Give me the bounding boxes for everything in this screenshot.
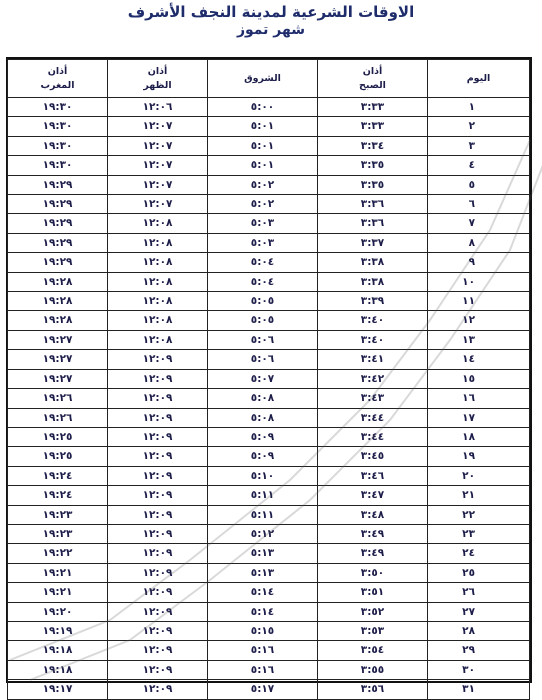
cell-day: ٨	[428, 233, 530, 252]
cell-maghrib: ١٩:٢٥	[8, 427, 108, 446]
cell-maghrib: ١٩:٢٨	[8, 292, 108, 311]
cell-dhuhr: ١٢:٠٩	[108, 408, 208, 427]
cell-dhuhr: ١٢:٠٩	[108, 583, 208, 602]
cell-fajr: ٣:٣٥	[318, 156, 428, 175]
cell-dhuhr: ١٢:٠٩	[108, 524, 208, 543]
table-row	[8, 136, 530, 155]
table-row	[8, 330, 530, 349]
cell-day: ٢٠	[428, 466, 530, 485]
cell-dhuhr: ١٢:٠٩	[108, 660, 208, 679]
cell-maghrib: ١٩:٢٣	[8, 524, 108, 543]
table-row	[8, 447, 530, 466]
cell-fajr: ٣:٥٣	[318, 621, 428, 640]
cell-day: ١٥	[428, 369, 530, 388]
cell-maghrib: ١٩:٢١	[8, 583, 108, 602]
cell-day: ٢٢	[428, 505, 530, 524]
cell-maghrib: ١٩:١٨	[8, 641, 108, 660]
cell-sunrise: ٥:٠٩	[208, 427, 318, 446]
table-row	[8, 272, 530, 291]
table-row	[8, 156, 530, 175]
cell-dhuhr: ١٢:٠٩	[108, 369, 208, 388]
cell-maghrib: ١٩:٢٦	[8, 408, 108, 427]
table-row	[8, 641, 530, 660]
cell-sunrise: ٥:٠٤	[208, 253, 318, 272]
table-row	[8, 505, 530, 524]
prayer-times-table	[6, 57, 532, 696]
cell-day: ٣	[428, 136, 530, 155]
cell-sunrise: ٥:٠٥	[208, 292, 318, 311]
cell-maghrib: ١٩:١٧	[8, 680, 108, 699]
table-row	[8, 253, 530, 272]
table-body	[8, 98, 530, 700]
cell-dhuhr: ١٢:٠٩	[108, 389, 208, 408]
cell-sunrise: ٥:٠١	[208, 156, 318, 175]
cell-fajr: ٣:٤٠	[318, 330, 428, 349]
cell-sunrise: ٥:١٥	[208, 621, 318, 640]
cell-sunrise: ٥:٠٦	[208, 350, 318, 369]
cell-sunrise: ٥:١٣	[208, 563, 318, 582]
cell-sunrise: ٥:٠١	[208, 136, 318, 155]
cell-day: ٣٠	[428, 660, 530, 679]
cell-maghrib: ١٩:١٩	[8, 621, 108, 640]
cell-fajr: ٣:٣٥	[318, 175, 428, 194]
cell-maghrib: ١٩:٢٩	[8, 175, 108, 194]
table-row	[8, 680, 530, 699]
cell-fajr: ٣:٣٣	[318, 117, 428, 136]
cell-sunrise: ٥:٠٢	[208, 175, 318, 194]
table-row	[8, 602, 530, 621]
cell-maghrib: ١٩:٢٦	[8, 389, 108, 408]
cell-maghrib: ١٩:٣٠	[8, 117, 108, 136]
cell-fajr: ٣:٤١	[318, 350, 428, 369]
cell-fajr: ٣:٤٠	[318, 311, 428, 330]
table-row	[8, 389, 530, 408]
cell-fajr: ٣:٥١	[318, 583, 428, 602]
cell-maghrib: ١٩:٢٧	[8, 330, 108, 349]
table-row	[8, 466, 530, 485]
cell-maghrib: ١٩:٢١	[8, 563, 108, 582]
cell-sunrise: ٥:١٣	[208, 544, 318, 563]
cell-maghrib: ١٩:٢٣	[8, 505, 108, 524]
cell-sunrise: ٥:١١	[208, 505, 318, 524]
cell-dhuhr: ١٢:٠٨	[108, 253, 208, 272]
cell-dhuhr: ١٢:٠٩	[108, 641, 208, 660]
cell-dhuhr: ١٢:٠٩	[108, 544, 208, 563]
cell-dhuhr: ١٢:٠٩	[108, 350, 208, 369]
cell-sunrise: ٥:١٦	[208, 660, 318, 679]
cell-fajr: ٣:٣٤	[318, 136, 428, 155]
header-maghrib	[8, 60, 108, 98]
header-maghrib-bottom: المغرب	[40, 79, 75, 91]
cell-maghrib: ١٩:٢٩	[8, 233, 108, 252]
cell-maghrib: ١٩:٢٥	[8, 447, 108, 466]
cell-day: ١٣	[428, 330, 530, 349]
cell-day: ٢٧	[428, 602, 530, 621]
table-row	[8, 175, 530, 194]
cell-sunrise: ٥:١٤	[208, 583, 318, 602]
cell-maghrib: ١٩:٢٢	[8, 544, 108, 563]
cell-dhuhr: ١٢:٠٩	[108, 505, 208, 524]
cell-fajr: ٣:٤٩	[318, 544, 428, 563]
cell-fajr: ٣:٣٨	[318, 253, 428, 272]
cell-sunrise: ٥:٠٧	[208, 369, 318, 388]
cell-dhuhr: ١٢:٠٧	[108, 117, 208, 136]
cell-maghrib: ١٩:٢٨	[8, 311, 108, 330]
cell-day: ٢٥	[428, 563, 530, 582]
cell-day: ١٠	[428, 272, 530, 291]
cell-day: ٧	[428, 214, 530, 233]
cell-fajr: ٣:٣٨	[318, 272, 428, 291]
cell-fajr: ٣:٤٧	[318, 486, 428, 505]
cell-sunrise: ٥:١٠	[208, 466, 318, 485]
cell-day: ١٩	[428, 447, 530, 466]
cell-fajr: ٣:٣٦	[318, 195, 428, 214]
table-row	[8, 524, 530, 543]
cell-fajr: ٣:٤٤	[318, 408, 428, 427]
table-row	[8, 117, 530, 136]
table-row	[8, 350, 530, 369]
cell-sunrise: ٥:٠٦	[208, 330, 318, 349]
cell-sunrise: ٥:٠٠	[208, 98, 318, 117]
cell-sunrise: ٥:١١	[208, 486, 318, 505]
cell-day: ٢٣	[428, 524, 530, 543]
cell-sunrise: ٥:٠٩	[208, 447, 318, 466]
cell-fajr: ٣:٤٦	[318, 466, 428, 485]
cell-fajr: ٣:٣٩	[318, 292, 428, 311]
cell-day: ٣١	[428, 680, 530, 699]
cell-maghrib: ١٩:٣٠	[8, 156, 108, 175]
cell-sunrise: ٥:٠٣	[208, 233, 318, 252]
cell-dhuhr: ١٢:٠٨	[108, 233, 208, 252]
table-row	[8, 583, 530, 602]
cell-fajr: ٣:٤٢	[318, 369, 428, 388]
header-dhuhr-top: أذان	[147, 65, 168, 77]
cell-maghrib: ١٩:٣٠	[8, 98, 108, 117]
cell-dhuhr: ١٢:٠٩	[108, 427, 208, 446]
cell-dhuhr: ١٢:٠٦	[108, 98, 208, 117]
cell-day: ٢	[428, 117, 530, 136]
cell-sunrise: ٥:١٧	[208, 680, 318, 699]
table-row	[8, 563, 530, 582]
cell-day: ٩	[428, 253, 530, 272]
cell-fajr: ٣:٤٥	[318, 447, 428, 466]
cell-sunrise: ٥:١٢	[208, 524, 318, 543]
cell-dhuhr: ١٢:٠٧	[108, 195, 208, 214]
table-row	[8, 408, 530, 427]
table-row	[8, 544, 530, 563]
cell-dhuhr: ١٢:٠٨	[108, 272, 208, 291]
cell-day: ١٤	[428, 350, 530, 369]
cell-maghrib: ١٩:١٨	[8, 660, 108, 679]
cell-fajr: ٣:٤٣	[318, 389, 428, 408]
table-row	[8, 311, 530, 330]
page-subtitle: شهر تموز	[236, 22, 306, 38]
cell-dhuhr: ١٢:٠٧	[108, 175, 208, 194]
cell-sunrise: ٥:٠٨	[208, 408, 318, 427]
cell-dhuhr: ١٢:٠٨	[108, 330, 208, 349]
table-row	[8, 660, 530, 679]
cell-fajr: ٣:٣٣	[318, 98, 428, 117]
cell-sunrise: ٥:١٤	[208, 602, 318, 621]
cell-maghrib: ١٩:٢٨	[8, 272, 108, 291]
cell-maghrib: ١٩:٢٩	[8, 214, 108, 233]
cell-maghrib: ١٩:٢٤	[8, 466, 108, 485]
cell-day: ١٨	[428, 427, 530, 446]
cell-sunrise: ٥:١٦	[208, 641, 318, 660]
cell-fajr: ٣:٣٦	[318, 214, 428, 233]
header-dhuhr-bottom: الظهر	[143, 79, 172, 91]
cell-maghrib: ١٩:٢٧	[8, 350, 108, 369]
cell-day: ١٧	[428, 408, 530, 427]
cell-dhuhr: ١٢:٠٩	[108, 602, 208, 621]
cell-dhuhr: ١٢:٠٩	[108, 466, 208, 485]
cell-day: ٥	[428, 175, 530, 194]
cell-dhuhr: ١٢:٠٩	[108, 563, 208, 582]
table-row	[8, 233, 530, 252]
header-maghrib-top: أذان	[47, 65, 68, 77]
cell-day: ٢٤	[428, 544, 530, 563]
cell-sunrise: ٥:٠٤	[208, 272, 318, 291]
cell-dhuhr: ١٢:٠٩	[108, 447, 208, 466]
cell-dhuhr: ١٢:٠٨	[108, 214, 208, 233]
cell-maghrib: ١٩:٢٩	[8, 195, 108, 214]
cell-day: ٤	[428, 156, 530, 175]
header-sunrise: الشروق	[208, 60, 318, 98]
cell-day: ٢٦	[428, 583, 530, 602]
header-fajr	[318, 60, 428, 98]
table-header-row	[8, 60, 530, 98]
table-row	[8, 214, 530, 233]
cell-fajr: ٣:٥٢	[318, 602, 428, 621]
table-row	[8, 369, 530, 388]
cell-maghrib: ١٩:٣٠	[8, 136, 108, 155]
table-row	[8, 621, 530, 640]
table-row	[8, 195, 530, 214]
cell-sunrise: ٥:٠٨	[208, 389, 318, 408]
cell-maghrib: ١٩:٢٩	[8, 253, 108, 272]
cell-fajr: ٣:٤٨	[318, 505, 428, 524]
cell-day: ١٦	[428, 389, 530, 408]
table-row	[8, 486, 530, 505]
cell-maghrib: ١٩:٢٧	[8, 369, 108, 388]
page-title: الاوقات الشرعية لمدينة النجف الأشرف	[127, 3, 415, 21]
cell-day: ١١	[428, 292, 530, 311]
cell-day: ٢٩	[428, 641, 530, 660]
cell-fajr: ٣:٤٤	[318, 427, 428, 446]
table-row	[8, 98, 530, 117]
cell-fajr: ٣:٥٥	[318, 660, 428, 679]
table-row	[8, 292, 530, 311]
header-fajr-bottom: الصبح	[359, 79, 386, 91]
cell-dhuhr: ١٢:٠٨	[108, 311, 208, 330]
header-day: اليوم	[428, 60, 530, 98]
cell-day: ١٢	[428, 311, 530, 330]
cell-day: ٢٨	[428, 621, 530, 640]
cell-maghrib: ١٩:٢٠	[8, 602, 108, 621]
cell-dhuhr: ١٢:٠٨	[108, 292, 208, 311]
cell-dhuhr: ١٢:٠٩	[108, 486, 208, 505]
cell-dhuhr: ١٢:٠٧	[108, 156, 208, 175]
cell-dhuhr: ١٢:٠٧	[108, 136, 208, 155]
cell-fajr: ٣:٥٦	[318, 680, 428, 699]
cell-dhuhr: ١٢:٠٩	[108, 621, 208, 640]
cell-sunrise: ٥:٠٥	[208, 311, 318, 330]
cell-fajr: ٣:٣٧	[318, 233, 428, 252]
header-dhuhr	[108, 60, 208, 98]
cell-maghrib: ١٩:٢٤	[8, 486, 108, 505]
cell-day: ٦	[428, 195, 530, 214]
table-row	[8, 427, 530, 446]
cell-sunrise: ٥:٠٢	[208, 195, 318, 214]
cell-fajr: ٣:٥٤	[318, 641, 428, 660]
header-fajr-top: أذان	[362, 65, 383, 77]
cell-day: ٢١	[428, 486, 530, 505]
cell-sunrise: ٥:٠١	[208, 117, 318, 136]
cell-day: ١	[428, 98, 530, 117]
cell-fajr: ٣:٤٩	[318, 524, 428, 543]
cell-fajr: ٣:٥٠	[318, 563, 428, 582]
cell-sunrise: ٥:٠٣	[208, 214, 318, 233]
cell-dhuhr: ١٢:٠٩	[108, 680, 208, 699]
